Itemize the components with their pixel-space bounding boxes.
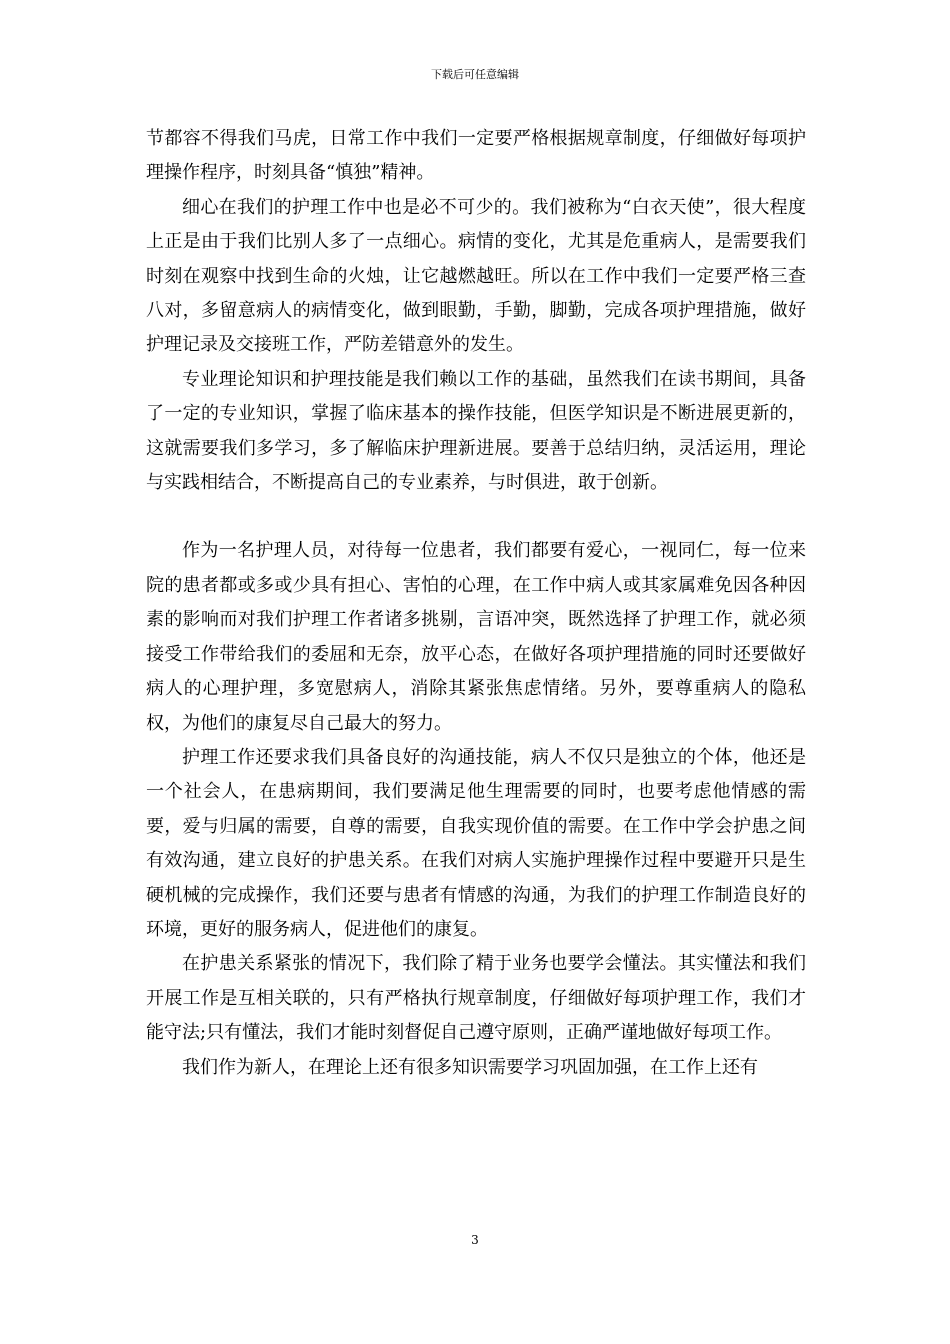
paragraph-spacer [146, 500, 806, 534]
paragraph: 在护患关系紧张的情况下，我们除了精于业务也要学会懂法。其实懂法和我们开展工作是互相关联的，只有严格执行规章制度，仔细做好每项护理工作，我们才能守法;只有懂法，我们才能时刻督促自己遵守原则，正确严谨地做好每项工作。 [146, 953, 806, 1044]
paragraph: 作为一名护理人员，对待每一位患者，我们都要有爱心，一视同仁，每一位来院的患者都或多或少具有担心、害怕的心理，在工作中病人或其家属难免因各种因素的影响而对我们护理工作者诸多挑剔，言语冲突，既然选择了护理工作，就必须接受工作带给我们的委屈和无奈，放平心态，在做好各项护理措施的同时还要做好病人的心理护理，多宽慰病人，消除其紧张焦虑情绪。另外，要尊重病人的隐私权，为他们的康复尽自己最大的努力。 [146, 540, 806, 734]
document-body [146, 122, 806, 1085]
paragraph-continuation: 节都容不得我们马虎，日常工作中我们一定要严格根据规章制度，仔细做好每项护理操作程序，时刻具备“慎独”精神。 [146, 128, 806, 184]
page-header: 下载后可任意编辑 [431, 68, 519, 81]
paragraph: 护理工作还要求我们具备良好的沟通技能，病人不仅只是独立的个体，他还是一个社会人，在患病期间，我们要满足他生理需要的同时，也要考虑他情感的需要，爱与归属的需要，自尊的需要，自我实现价值的需要。在工作中学会护患之间有效沟通，建立良好的护患关系。在我们对病人实施护理操作过程中要避开只是生硬机械的完成操作，我们还要与患者有情感的沟通，为我们的护理工作制造良好的环境，更好的服务病人，促进他们的康复。 [146, 746, 806, 940]
page-number: 3 [471, 1233, 479, 1247]
paragraph: 细心在我们的护理工作中也是必不可少的。我们被称为“白衣天使”，很大程度上正是由于我们比别人多了一点细心。病情的变化，尤其是危重病人，是需要我们时刻在观察中找到生命的火烛，让它越燃越旺。所以在工作中我们一定要严格三查八对，多留意病人的病情变化，做到眼勤，手勤，脚勤，完成各项护理措施，做好护理记录及交接班工作，严防差错意外的发生。 [146, 196, 806, 356]
paragraph: 专业理论知识和护理技能是我们赖以工作的基础，虽然我们在读书期间，具备了一定的专业知识，掌握了临床基本的操作技能，但医学知识是不断进展更新的，这就需要我们多学习，多了解临床护理新进展。要善于总结归纳，灵活运用，理论与实践相结合，不断提高自己的专业素养，与时俱进，敢于创新。 [146, 368, 806, 494]
paragraph: 我们作为新人，在理论上还有很多知识需要学习巩固加强，在工作上还有 [182, 1056, 758, 1078]
